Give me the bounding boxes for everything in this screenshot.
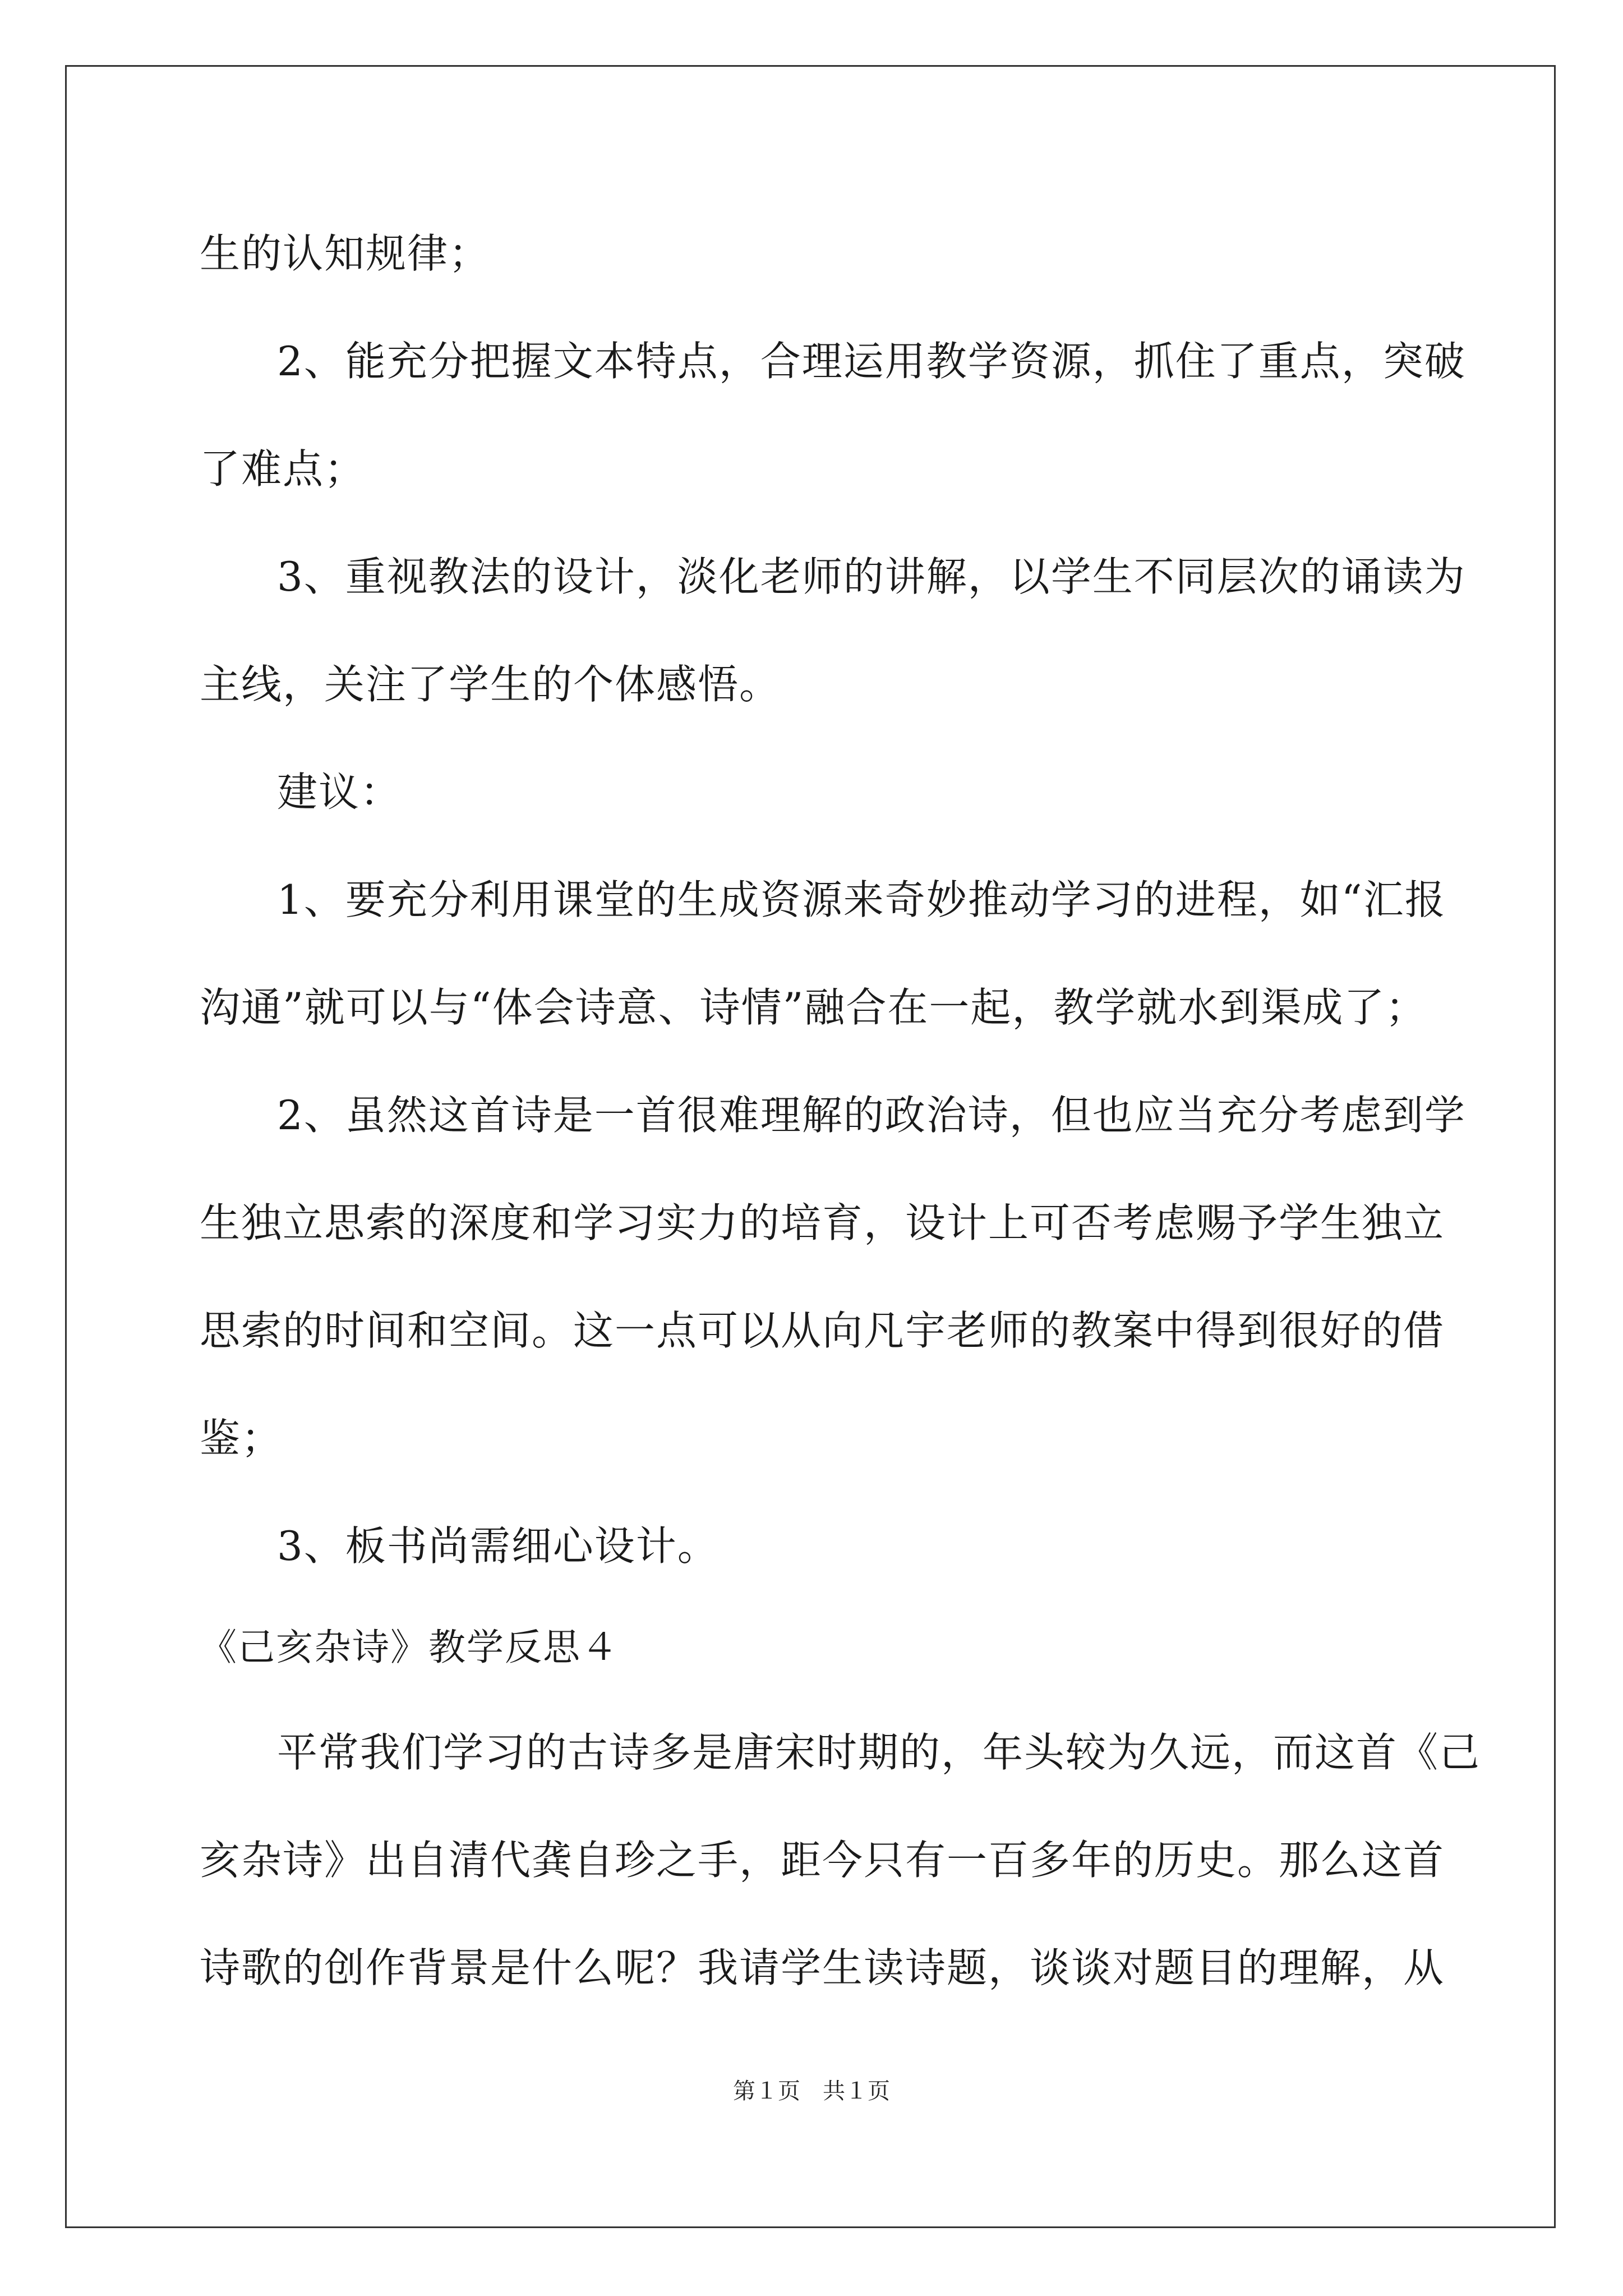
paragraph-line: 鉴； [200,1415,283,1462]
page-footer: 第１页 共１页 [733,2078,890,2104]
paragraph-line: 主线，关注了学生的个体感悟。 [200,661,781,708]
paragraph-line: 生的认知规律； [200,230,491,277]
paragraph-line: 沟通”就可以与“体会诗意、诗情”融合在一起，教学就水到渠成了； [200,984,1427,1031]
paragraph-line: 1、要充分利用课堂的生成资源来奇妙推动学习的进程，如“汇报 [277,876,1446,923]
paragraph-line: 生独立思索的深度和学习实力的培育，设计上可否考虑赐予学生独立 [200,1199,1445,1246]
section-heading: 《己亥杂诗》教学反思４ [200,1626,619,1669]
paragraph-line: 3、重视教法的设计，淡化老师的讲解，以学生不同层次的诵读为 [277,553,1466,600]
paragraph-line: 亥杂诗》出自清代龚自珍之手，距今只有一百多年的历史。那么这首 [200,1837,1445,1884]
paragraph-line: 3、板书尚需细心设计。 [277,1522,719,1570]
paragraph-line: 2、能充分把握文本特点，合理运用教学资源，抓住了重点，突破 [277,338,1466,385]
paragraph-line: 平常我们学习的古诗多是唐宋时期的，年头较为久远，而这首《己 [277,1729,1481,1776]
paragraph-line: 了难点； [200,445,366,493]
paragraph-line: 诗歌的创作背景是什么呢？我请学生读诗题，谈谈对题目的理解，从 [200,1944,1445,1991]
paragraph-line: 建议： [277,769,402,816]
paragraph-line: 思索的时间和空间。这一点可以从向凡宇老师的教案中得到很好的借 [200,1307,1445,1354]
paragraph-line: 2、虽然这首诗是一首很难理解的政治诗，但也应当充分考虑到学 [277,1092,1466,1139]
page-border [65,65,1556,2228]
